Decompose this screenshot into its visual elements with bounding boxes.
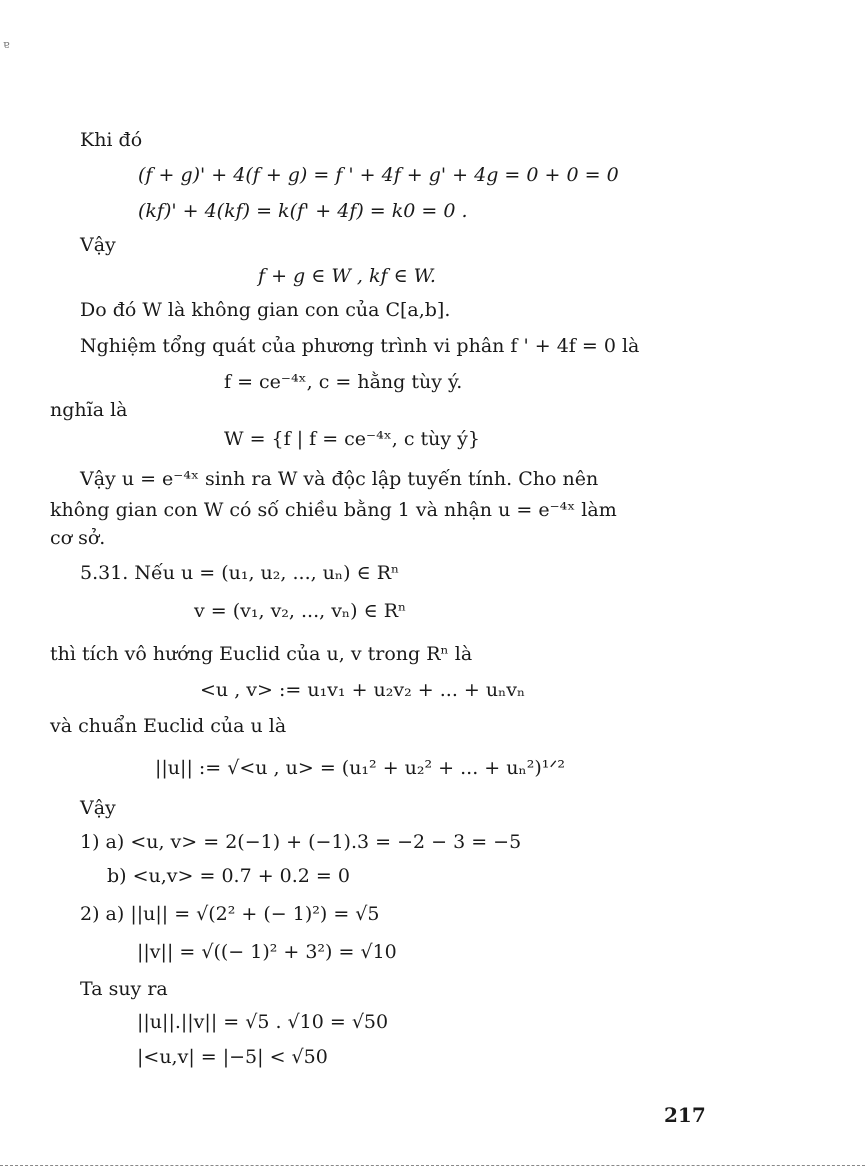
equation-line: (f + g)' + 4(f + g) = f ' + 4f + g' + 4g = 0 + 0 = 0 [138,164,619,186]
corner-mark: ɐ [3,38,10,51]
text-line: và chuẩn Euclid của u là [50,715,287,737]
equation-line: ||v|| = √((− 1)² + 3²) = √10 [137,941,397,963]
text-line: Khi đó [80,129,143,151]
equation-line: ||u||.||v|| = √5 . √10 = √50 [137,1011,389,1033]
text-line: Vậy [80,797,116,819]
bottom-divider [0,1165,865,1166]
text-line: cơ sở. [50,527,106,549]
text-line: Do đó W là không gian con của C[a,b]. [80,299,451,321]
text-line: không gian con W có số chiều bằng 1 và nhận u = e⁻⁴ˣ làm [50,499,617,521]
text-line: Ta suy ra [80,978,168,1000]
equation-line: f + g ∈ W , kf ∈ W. [258,265,436,287]
equation-line: v = (v₁, v₂, ..., vₙ) ∈ Rⁿ [194,600,407,622]
equation-line: (kf)' + 4(kf) = k(f' + 4f) = k0 = 0 . [138,200,468,222]
text-line: thì tích vô hướng Euclid của u, v trong Rⁿ là [50,643,473,665]
text-line: Nghiệm tổng quát của phương trình vi phân f ' + 4f = 0 là [80,335,640,357]
equation-line: f = ce⁻⁴ˣ, c = hằng tùy ý. [224,371,463,393]
text-line: Vậy [80,234,116,256]
page-number: 217 [664,1103,706,1127]
equation-line: W = {f | f = ce⁻⁴ˣ, c tùy ý} [224,428,480,450]
equation-line: |<u,v| = |−5| < √50 [137,1046,328,1068]
section-line: 5.31. Nếu u = (u₁, u₂, ..., uₙ) ∈ Rⁿ [80,562,400,584]
text-line: Vậy u = e⁻⁴ˣ sinh ra W và độc lập tuyến tính. Cho nên [80,468,599,490]
equation-line: ||u|| := √<u , u> = (u₁² + u₂² + ... + uₙ²)¹ᐟ² [155,757,566,779]
equation-line: <u , v> := u₁v₁ + u₂v₂ + ... + uₙvₙ [200,679,526,701]
equation-line: b) <u,v> = 0.7 + 0.2 = 0 [107,865,350,887]
equation-line: 2) a) ||u|| = √(2² + (− 1)²) = √5 [80,903,380,925]
text-line: nghĩa là [50,399,128,421]
equation-line: 1) a) <u, v> = 2(−1) + (−1).3 = −2 − 3 = −5 [80,831,522,853]
